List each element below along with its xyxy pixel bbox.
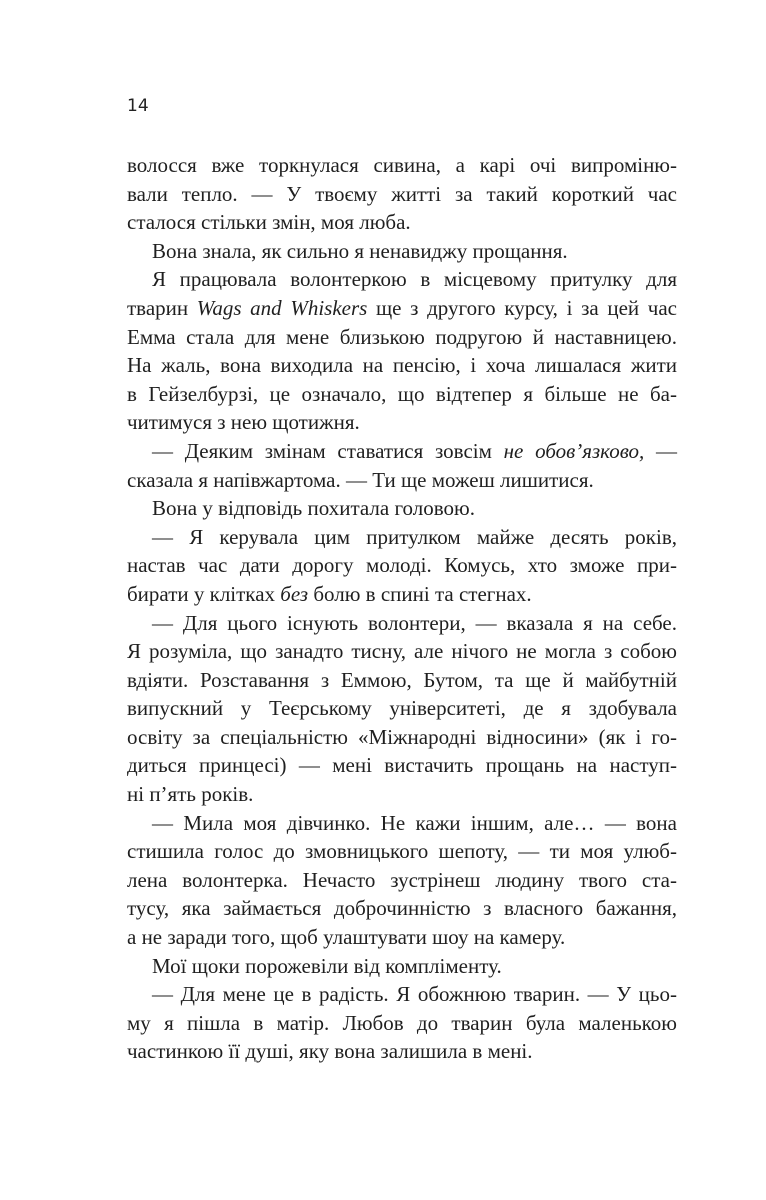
text-line [127,694,677,723]
text-line [127,294,677,323]
text-run: ще з другого курсу, і за цей час [367,295,677,320]
text-line [127,809,677,838]
text-run: волосся вже торкнулася сивина, а карі очі випроміню- [127,153,677,177]
text-run: — Деяким змінам ставатися зовсім [152,438,504,463]
text-run: а не заради того, щоб улаштувати шоу на камеру. [127,925,566,950]
text-line [127,866,677,895]
text-run: Вона знала, як сильно я ненавиджу прощання. [152,238,568,263]
text-run: вали тепло. — У твоєму житті за такий короткий час [127,181,677,206]
text-line [127,494,677,523]
text-run: читимуся з нею щотижня. [127,410,360,435]
text-run: освіту за спеціальністю «Міжнародні відносини» (як і го- [127,724,677,749]
text-line [127,151,677,180]
text-run: — [644,438,677,463]
italic-text-run: Wags and Whiskers [196,295,368,320]
text-run: сталося стільки змін, моя люба. [127,210,411,235]
text-run: в Гейзелбурзі, це означало, що відтепер я більше не ба- [127,381,677,406]
text-run: Мої щоки порожевіли від компліменту. [152,953,502,978]
text-line [127,323,677,352]
text-run: — Я керувала цим притулком майже десять років, [152,524,677,549]
text-line [127,1037,677,1066]
text-run: диться принцесі) — мені вистачить прощань на наступ- [127,753,677,778]
text-run: На жаль, вона виходила на пенсію, і хоча лишалася жити [127,353,677,378]
text-run: му я пішла в матір. Любов до тварин була маленькою [127,1010,677,1035]
text-line [127,351,677,380]
text-line [127,751,677,780]
text-run: частинкою її душі, яку вона залишила в мені. [127,1039,533,1064]
text-line [127,1009,677,1038]
text-line [127,523,677,552]
text-run: бирати у клітках [127,581,281,606]
text-line [127,980,677,1009]
text-line [127,894,677,923]
text-run: — Для цього існують волонтери, — вказала я на себе. [152,610,677,635]
text-line [127,780,677,809]
body-text [127,151,677,1066]
text-run: — Мила моя дівчинко. Не кажи іншим, але… — вона [152,810,677,835]
text-run: Вона у відповідь похитала головою. [152,496,475,521]
text-run: настав час дати дорогу молоді. Комусь, хто зможе при- [127,553,677,578]
text-line [127,637,677,666]
text-run: випускний у Теєрському університеті, де я здобувала [127,696,677,721]
text-line [127,580,677,609]
text-line [127,437,677,466]
text-line [127,237,677,266]
text-run: болю в спині та стегнах. [308,581,532,606]
text-line [127,609,677,638]
text-run: — Для мене це в радість. Я обожнюю тварин. — У цьо- [152,982,677,1007]
text-run: ні п’ять років. [127,782,254,807]
text-run: сказала я напівжартома. — Ти ще можеш лишитися. [127,467,594,492]
page-number: 14 [127,96,149,116]
text-run: вдіяти. Розставання з Еммою, Бутом, та ще й майбутній [127,667,677,692]
text-line [127,923,677,952]
text-line [127,466,677,495]
text-run: стишила голос до змовницького шепоту, — ти моя улюб- [127,839,677,864]
text-run: Я працювала волонтеркою в місцевому притулку для [152,267,677,292]
text-line [127,408,677,437]
text-line [127,380,677,409]
text-line [127,208,677,237]
text-line [127,551,677,580]
text-line [127,952,677,981]
italic-text-run: без [280,581,309,606]
text-line [127,265,677,294]
text-run: Емма стала для мене близькою подругою й наставницею. [127,324,677,349]
text-run: Я розуміла, що занадто тисну, але нічого не могла з собою [127,639,677,664]
italic-text-run: не обов’язково, [503,438,645,463]
text-line [127,666,677,695]
text-line [127,837,677,866]
text-run: тварин [127,295,197,320]
text-line [127,723,677,752]
text-run: лена волонтерка. Нечасто зустрінеш людину твого ста- [127,867,677,892]
text-run: тусу, яка займається доброчинністю з власного бажання, [127,896,677,921]
text-line [127,180,677,209]
